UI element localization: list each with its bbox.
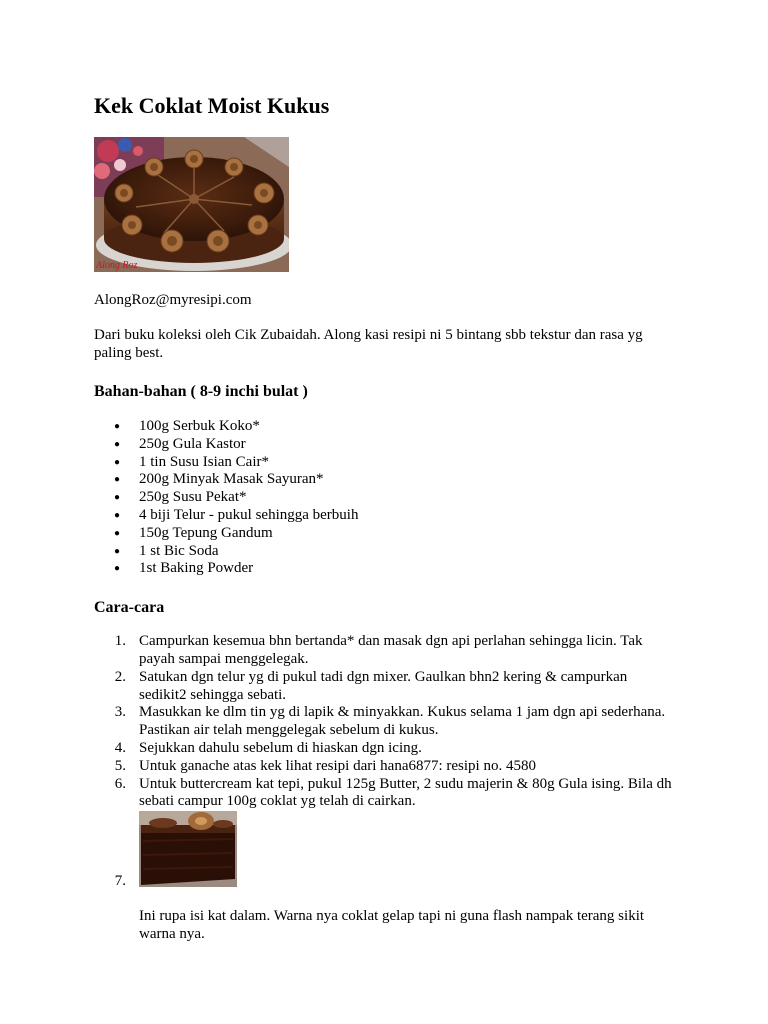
steps-heading: Cara-cara [94, 599, 165, 617]
ingredients-heading: Bahan-bahan ( 8-9 inchi bulat ) [94, 383, 308, 400]
bullet-icon: ● [114, 545, 121, 557]
ingredients-list [94, 418, 674, 578]
step-item: 3. Masukkan ke dlm tin yg di lapik & minyakkan. Kukus selama 1 jam dgn api sederhana. Pastikan air telah menggelegak sebelum di kukus. [114, 704, 666, 739]
step-7-caption: Ini rupa isi kat dalam. Warna nya coklat gelap tapi ni guna flash nampak terang sikit warna nya. [139, 908, 645, 943]
step-7 [94, 811, 674, 891]
bullet-icon: ● [114, 421, 121, 432]
photo-watermark: Along Roz [96, 260, 138, 271]
list-item: ● 250g Susu Pekat* [114, 489, 247, 506]
page-title: Kek Coklat Moist Kukus [94, 93, 330, 118]
step-item: 6. Untuk buttercream kat tepi, pukul 125g Butter, 2 sudu majerin & 80g Gula ising. Bila dh sebati campur 100g coklat yg telah di cairkan. [114, 775, 672, 810]
list-item: ● 1 st Bic Soda [114, 542, 219, 559]
bullet-icon: ● [114, 438, 121, 450]
step-item: 1. Campurkan kesemua bhn bertanda* dan masak dgn api perlahan sehingga licin. Tak payah sampai menggelegak. [114, 633, 643, 667]
list-item: ● 250g Gula Kastor [114, 435, 246, 452]
steps-list [94, 633, 674, 811]
bullet-icon: ● [114, 563, 121, 575]
bullet-icon: ● [114, 527, 121, 539]
intro-text: Dari buku koleksi oleh Cik Zubaidah. Along kasi resipi ni 5 bintang sbb tekstur dan rasa yg paling best. [94, 327, 643, 361]
list-item: ● 100g Serbuk Koko* [114, 418, 260, 434]
list-item: ● 4 biji Telur - pukul sehingga berbuih [114, 506, 359, 523]
bullet-icon: ● [114, 492, 121, 504]
step-item: 5. Untuk ganache atas kek lihat resipi dari hana6877: resipi no. 4580 [114, 757, 536, 774]
bullet-icon: ● [114, 509, 121, 521]
step-item: 4. Sejukkan dahulu sebelum di hiaskan dgn icing. [114, 739, 422, 756]
cake-slice-photo [139, 811, 237, 887]
list-item: ● 200g Minyak Masak Sayuran* [114, 471, 324, 488]
list-item: ● 150g Tepung Gandum [114, 524, 273, 541]
bullet-icon: ● [114, 474, 121, 486]
author-email: AlongRoz@myresipi.com [94, 292, 252, 308]
step-7-number: 7. [114, 873, 126, 890]
recipe-content [94, 92, 674, 943]
list-item: ● 1 tin Susu Isian Cair* [114, 453, 269, 470]
step-item: 2. Satukan dgn telur yg di pukul tadi dgn mixer. Gaulkan bhn2 kering & campurkan sedikit2 sehingga sebati. [114, 668, 628, 703]
list-item: ● 1st Baking Powder [114, 560, 254, 577]
bullet-icon: ● [114, 456, 121, 468]
cake-photo [94, 137, 289, 272]
